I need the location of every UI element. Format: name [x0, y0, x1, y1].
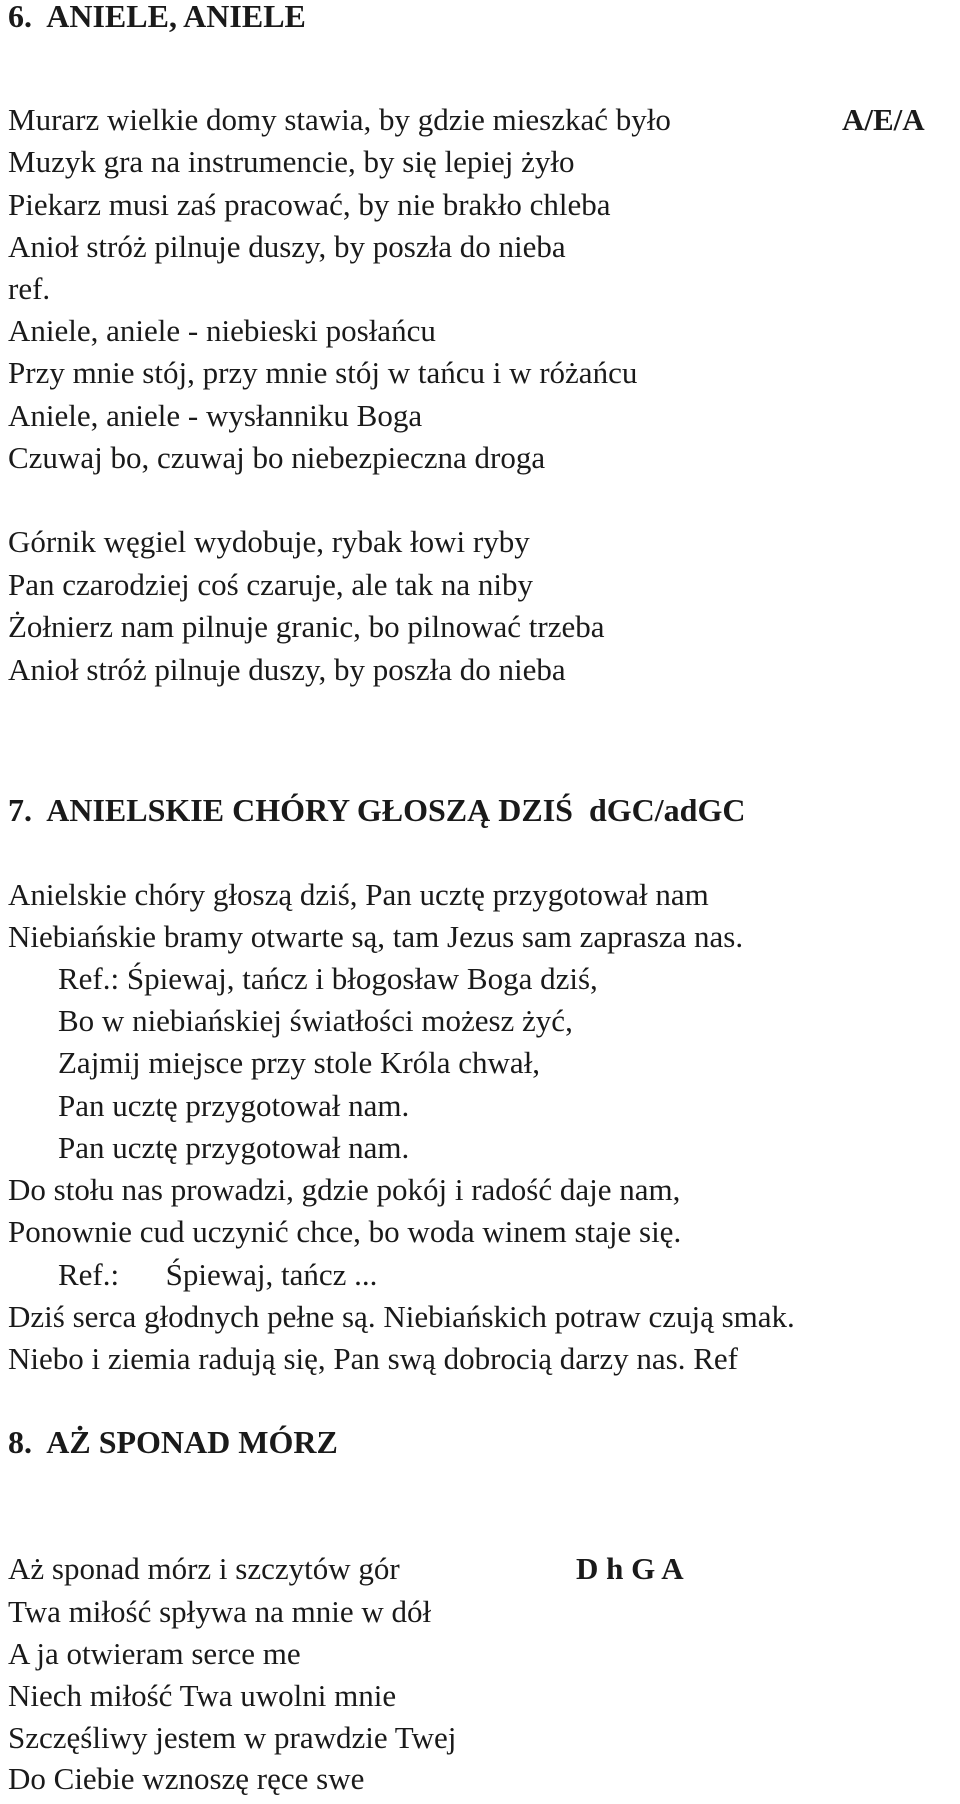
song-8-line-6: Do Ciebie wznoszę ręce swe [8, 1761, 365, 1796]
song-7-refrain-reference: Ref.: Śpiewaj, tańcz ... [58, 1257, 378, 1292]
song-8-line-1: Aż sponad mórz i szczytów gór [8, 1551, 400, 1586]
song-7-line-2: Niebiańskie bramy otwarte są, tam Jezus sam zaprasza nas. [8, 919, 744, 954]
song-7-line-11: Dziś serca głodnych pełne są. Niebiańskich potraw czują smak. [8, 1299, 795, 1334]
song-6-line-2: Muzyk gra na instrumencie, by się lepiej żyło [8, 144, 575, 179]
song-7-refrain-line-3: Zajmij miejsce przy stole Króla chwał, [58, 1045, 541, 1080]
song-8-line-2: Twa miłość spływa na mnie w dół [8, 1594, 432, 1629]
song-6-line-12: Żołnierz nam pilnuje granic, bo pilnować trzeba [8, 609, 605, 644]
song-7-refrain-line-2: Bo w niebiańskiej światłości możesz żyć, [58, 1003, 573, 1038]
song-6-line-11: Pan czarodziej coś czaruje, ale tak na niby [8, 567, 534, 602]
song-7-line-1: Anielskie chóry głoszą dziś, Pan ucztę przygotował nam [8, 877, 709, 912]
song-6-refrain-label: ref. [8, 271, 51, 306]
song-7-refrain-line-5: Pan ucztę przygotował nam. [58, 1130, 410, 1165]
song-6-line-7: Przy mnie stój, przy mnie stój w tańcu i w różańcu [8, 355, 638, 390]
song-6-line-10: Górnik węgiel wydobuje, rybak łowi ryby [8, 524, 530, 559]
song-6-line-6: Aniele, aniele - niebieski posłańcu [8, 313, 436, 348]
song-8-chords: D h G A [576, 1551, 684, 1586]
song-6-title: 6. ANIELE, ANIELE [8, 0, 306, 34]
song-6-chords: A/E/A [842, 102, 925, 137]
song-7-line-9: Ponownie cud uczynić chce, bo woda winem staje się. [8, 1214, 682, 1249]
song-7-title: 7. ANIELSKIE CHÓRY GŁOSZĄ DZIŚ dGC/adGC [8, 792, 746, 828]
song-6-line-8: Aniele, aniele - wysłanniku Boga [8, 398, 423, 433]
song-8-line-4: Niech miłość Twa uwolni mnie [8, 1678, 397, 1713]
song-6-line-3: Piekarz musi zaś pracować, by nie brakło chleba [8, 187, 611, 222]
song-7-refrain-line-4: Pan ucztę przygotował nam. [58, 1088, 410, 1123]
song-8-line-5: Szczęśliwy jestem w prawdzie Twej [8, 1720, 457, 1755]
song-6-line-1: Murarz wielkie domy stawia, by gdzie mieszkać było [8, 102, 671, 137]
song-7-line-12: Niebo i ziemia radują się, Pan swą dobrocią darzy nas. Ref [8, 1341, 738, 1376]
song-7-line-8: Do stołu nas prowadzi, gdzie pokój i radość daje nam, [8, 1172, 681, 1207]
song-6-line-9: Czuwaj bo, czuwaj bo niebezpieczna droga [8, 440, 546, 475]
song-7-refrain-line-1: Ref.: Śpiewaj, tańcz i błogosław Boga dziś, [58, 961, 598, 996]
song-6-line-13: Anioł stróż pilnuje duszy, by poszła do nieba [8, 652, 566, 687]
song-6-line-4: Anioł stróż pilnuje duszy, by poszła do nieba [8, 229, 566, 264]
song-8-line-3: A ja otwieram serce me [8, 1636, 301, 1671]
song-8-title: 8. AŻ SPONAD MÓRZ [8, 1424, 338, 1460]
